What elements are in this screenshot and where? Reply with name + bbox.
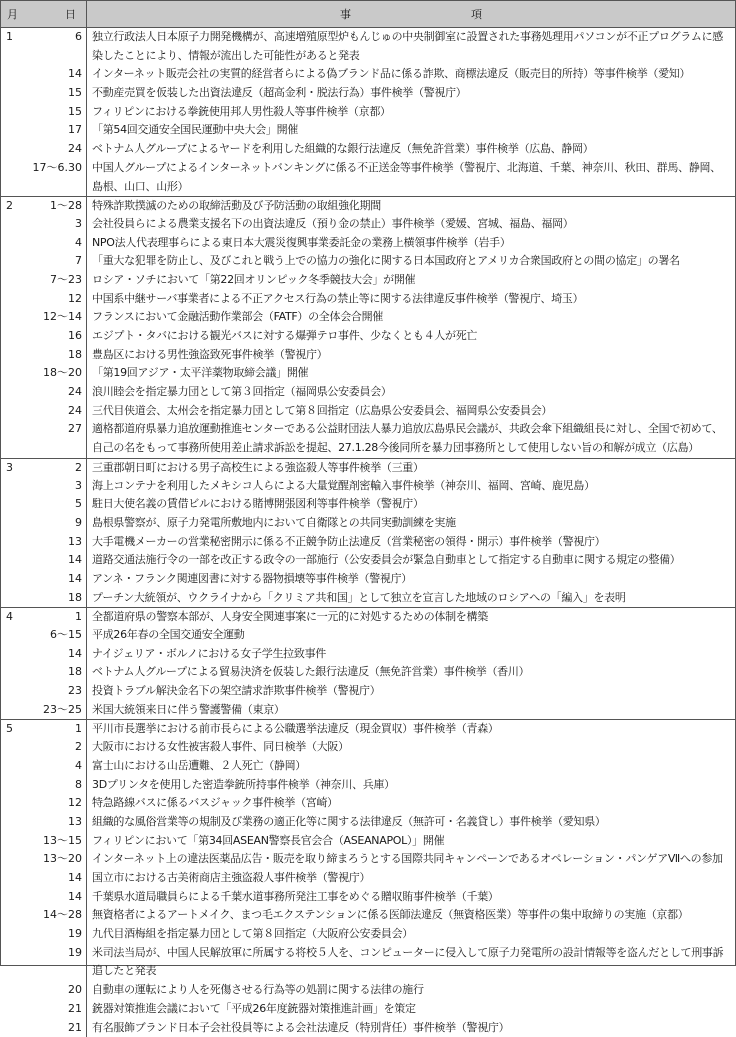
- table-row: [87, 794, 735, 813]
- event-text: 組織的な風俗営業等の規制及び業務の適正化等に関する法律違反（無許可・名義貸し）事件検挙（愛知県）: [87, 813, 735, 832]
- month-cell: [1, 308, 26, 327]
- table-row: [87, 738, 735, 757]
- event-text: 島根県警察が、原子力発電所敷地内において自衛隊との共同実動訓練を実施: [87, 514, 735, 533]
- table-row-date: [1, 906, 86, 925]
- event-text: 駐日大使名義の賃借ビルにおける賭博開張図利等事件検挙（警視庁）: [87, 495, 735, 514]
- month-cell: [1, 364, 26, 383]
- day-cell: 12〜14: [26, 308, 86, 327]
- month-cell: [1, 701, 26, 720]
- event-text: 特殊詐欺撲滅のための取締活動及び予防活動の取組強化期間: [87, 197, 735, 215]
- month-cell: [1, 850, 26, 869]
- month-cell: 5: [1, 720, 26, 738]
- day-cell: 12: [26, 794, 86, 813]
- day-cell: 8: [26, 776, 86, 795]
- table-row: [87, 944, 735, 981]
- month-cell: [1, 813, 26, 832]
- table-row: [87, 84, 735, 103]
- event-text: 道路交通法施行令の一部を改正する政令の一部施行（公安委員会が緊急自動車として指定する自動車に関する規定の整備）: [87, 551, 735, 570]
- day-cell: 14: [26, 65, 86, 84]
- event-text: アンネ・フランク関連図書に対する器物損壊等事件検挙（警視庁）: [87, 570, 735, 589]
- table-row-date: [1, 308, 86, 327]
- table-row-date: [1, 514, 86, 533]
- table-row: [87, 570, 735, 589]
- month-cell: [1, 663, 26, 682]
- table-row-date: [1, 738, 86, 757]
- table-row-date: [1, 346, 86, 365]
- event-text: 自動車の運転により人を死傷させる行為等の処罰に関する法律の施行: [87, 981, 735, 1000]
- day-cell: 2: [26, 459, 86, 477]
- table-row: [87, 420, 735, 457]
- event-text: インターネット上の違法医薬品広告・販売を取り締まろうとする国際共同キャンペーンであるオペレーション・パンゲアⅦへの参加: [87, 850, 735, 869]
- event-text: 独立行政法人日本原子力開発機構が、高速増殖原型炉もんじゅの中央制御室に設置された事務処理用パソコンが不正プログラムに感染したことにより、情報が流出した可能性があると発表: [87, 28, 735, 65]
- table-row-date: [1, 420, 86, 457]
- month-cell: [1, 645, 26, 664]
- month-cell: [1, 682, 26, 701]
- table-row: [87, 850, 735, 869]
- table-row-date: [1, 533, 86, 552]
- day-cell: 24: [26, 402, 86, 421]
- month-cell: [1, 981, 26, 1000]
- table-row-date: [1, 140, 86, 159]
- table-row: [87, 65, 735, 84]
- table-row-date: [1, 663, 86, 682]
- month-cell: [1, 346, 26, 365]
- item-header-b: 項: [471, 6, 482, 22]
- day-cell: 18〜20: [26, 364, 86, 383]
- event-text: 「第19回アジア・太平洋薬物取締会議」開催: [87, 364, 735, 383]
- table-row-date: [1, 252, 86, 271]
- event-text: 適格都道府県暴力追放運動推進センターである公益財団法人暴力追放広島県民会議が、共政会傘下組織組長に対し、全国で初めて、自己の名をもって事務所使用差止請求訴訟を提起、27.1.28今後同所を暴力団事務所として使用しない旨の和解が成立（広島）: [87, 420, 735, 457]
- event-text: 三代目侠道会、太州会を指定暴力団として第８回指定（広島県公安委員会、福岡県公安委員会）: [87, 402, 735, 421]
- month-cell: [1, 533, 26, 552]
- day-cell: 14: [26, 888, 86, 907]
- table-row-date: [1, 888, 86, 907]
- event-text: 「重大な犯罪を防止し、及びこれと戦う上での協力の強化に関する日本国政府とアメリカ合衆国政府との間の協定」の署名: [87, 252, 735, 271]
- day-header: 日: [65, 6, 76, 22]
- month-cell: [1, 514, 26, 533]
- table-row: [87, 832, 735, 851]
- table-row: [87, 888, 735, 907]
- day-cell: 18: [26, 663, 86, 682]
- month-cell: [1, 121, 26, 140]
- table-row-date: [1, 103, 86, 122]
- month-cell: 2: [1, 197, 26, 215]
- month-cell: [1, 215, 26, 234]
- event-text: 中国人グループによるインターネットバンキングに係る不正送金等事件検挙（警視庁、北海道、千葉、神奈川、秋田、群馬、静岡、島根、山口、山形）: [87, 159, 735, 196]
- day-cell: 7〜23: [26, 271, 86, 290]
- table-row: [87, 776, 735, 795]
- table-row: [87, 364, 735, 383]
- table-row-date: [1, 84, 86, 103]
- event-text: NPO法人代表理事らによる東日本大震災復興事業委託金の業務上横領事件検挙（岩手）: [87, 234, 735, 253]
- table-row: [87, 215, 735, 234]
- table-row-date: [1, 757, 86, 776]
- day-cell: 19: [26, 944, 86, 981]
- item-header-a: 事: [340, 6, 351, 22]
- month-cell: 1: [1, 28, 26, 65]
- month-cell: [1, 1019, 26, 1037]
- event-text: 無資格者によるアートメイク、まつ毛エクステンションに係る医師法違反（無資格医業）等事件の集中取締りの実施（京都）: [87, 906, 735, 925]
- day-cell: 17: [26, 121, 86, 140]
- event-text: エジプト・タバにおける観光バスに対する爆弾テロ事件、少なくとも４人が死亡: [87, 327, 735, 346]
- day-cell: 2: [26, 738, 86, 757]
- month-cell: [1, 477, 26, 496]
- event-text: プーチン大統領が、ウクライナから「クリミア共和国」として独立を宣言した地域のロシアへの「編入」を表明: [87, 589, 735, 608]
- month-cell: [1, 84, 26, 103]
- day-cell: 3: [26, 477, 86, 496]
- event-text: 海上コンテナを利用したメキシコ人らによる大量覚醒剤密輸入事件検挙（神奈川、福岡、宮崎、鹿児島）: [87, 477, 735, 496]
- event-text: 不動産売買を仮装した出資法違反（超高金利・脱法行為）事件検挙（警視庁）: [87, 84, 735, 103]
- event-text: 大阪市における女性被害殺人事件、同日検挙（大阪）: [87, 738, 735, 757]
- table-row: [87, 271, 735, 290]
- table-row-date: [1, 944, 86, 981]
- day-cell: 13〜15: [26, 832, 86, 851]
- month-cell: [1, 252, 26, 271]
- event-text: 千葉県水道局職員らによる千葉水道事務所発注工事をめぐる贈収賄事件検挙（千葉）: [87, 888, 735, 907]
- table-row-date: [1, 271, 86, 290]
- day-cell: 1: [26, 720, 86, 738]
- table-row-date: [1, 215, 86, 234]
- table-row-date: [1, 234, 86, 253]
- month-cell: [1, 271, 26, 290]
- day-cell: 18: [26, 346, 86, 365]
- day-cell: 3: [26, 215, 86, 234]
- day-cell: 14: [26, 551, 86, 570]
- month-cell: [1, 738, 26, 757]
- day-cell: 15: [26, 103, 86, 122]
- table-row: [87, 813, 735, 832]
- event-text: 浪川睦会を指定暴力団として第３回指定（福岡県公安委員会）: [87, 383, 735, 402]
- day-cell: 24: [26, 383, 86, 402]
- event-text: 平成26年春の全国交通安全運動: [87, 626, 735, 645]
- month-day-header: [1, 1, 87, 27]
- table-row: [87, 757, 735, 776]
- event-text: 豊島区における男性強盗致死事件検挙（警視庁）: [87, 346, 735, 365]
- table-row: [87, 682, 735, 701]
- month-cell: [1, 495, 26, 514]
- event-text: フィリピンにおいて「第34回ASEAN警察長官会合（ASEANAPOL）」開催: [87, 832, 735, 851]
- date-column: [1, 28, 87, 1037]
- event-text: ナイジェリア・ボルノにおける女子学生拉致事件: [87, 645, 735, 664]
- day-cell: 4: [26, 234, 86, 253]
- event-text: 特急路線バスに係るバスジャック事件検挙（宮崎）: [87, 794, 735, 813]
- event-text: 3Dプリンタを使用した密造拳銃所持事件検挙（神奈川、兵庫）: [87, 776, 735, 795]
- table-row: [87, 626, 735, 645]
- month-cell: [1, 65, 26, 84]
- table-row-date: [1, 682, 86, 701]
- table-row: [87, 234, 735, 253]
- month-cell: [1, 1000, 26, 1019]
- month-header: 月: [7, 6, 18, 22]
- event-text: 富士山における山岳遭難、２人死亡（静岡）: [87, 757, 735, 776]
- table-row-date: [1, 477, 86, 496]
- event-text: 会社役員らによる農業支援名下の出資法違反（預り金の禁止）事件検挙（愛媛、宮城、福島、福岡）: [87, 215, 735, 234]
- month-cell: [1, 757, 26, 776]
- table-row-date: [1, 832, 86, 851]
- table-row: [87, 252, 735, 271]
- day-cell: 6: [26, 28, 86, 65]
- day-cell: 14: [26, 570, 86, 589]
- day-cell: 27: [26, 420, 86, 457]
- table-row-date: [1, 589, 86, 608]
- month-cell: 4: [1, 608, 26, 626]
- day-cell: 6〜15: [26, 626, 86, 645]
- table-row-date: [1, 65, 86, 84]
- month-cell: [1, 626, 26, 645]
- event-text: 国立市における古美術商店主強盗殺人事件検挙（警視庁）: [87, 869, 735, 888]
- day-cell: 16: [26, 327, 86, 346]
- day-cell: 21: [26, 1019, 86, 1037]
- day-cell: 1: [26, 608, 86, 626]
- month-cell: [1, 944, 26, 981]
- table-row: [87, 495, 735, 514]
- month-cell: [1, 420, 26, 457]
- month-cell: [1, 832, 26, 851]
- table-row-date: [1, 850, 86, 869]
- table-row-date: [1, 290, 86, 309]
- table-row: [87, 1019, 735, 1037]
- day-cell: 5: [26, 495, 86, 514]
- month-cell: [1, 383, 26, 402]
- table-row-date: [1, 570, 86, 589]
- day-cell: 21: [26, 1000, 86, 1019]
- table-row-date: [1, 327, 86, 346]
- table-row: [87, 121, 735, 140]
- table-row: [87, 327, 735, 346]
- table-row-date: [1, 776, 86, 795]
- event-text: インターネット販売会社の実質的経営者らによる偽ブランド品に係る詐欺、商標法違反（販売目的所持）等事件検挙（愛知）: [87, 65, 735, 84]
- day-cell: 19: [26, 925, 86, 944]
- table-row: [87, 869, 735, 888]
- table-row-date: [1, 794, 86, 813]
- event-text: フランスにおいて金融活動作業部会（FATF）の全体会合開催: [87, 308, 735, 327]
- table-row-date: [1, 1000, 86, 1019]
- event-text: 米司法当局が、中国人民解放軍に所属する将校５人を、コンピューターに侵入して原子力発電所の設計情報等を盗んだとして刑事訴追したと発表: [87, 944, 735, 981]
- day-cell: 20: [26, 981, 86, 1000]
- table-row-date: [1, 626, 86, 645]
- day-cell: 24: [26, 140, 86, 159]
- table-header: [1, 1, 735, 28]
- month-cell: [1, 290, 26, 309]
- table-row-date: [1, 645, 86, 664]
- day-cell: 12: [26, 290, 86, 309]
- month-cell: [1, 103, 26, 122]
- event-text: 銃器対策推進会議において「平成26年度銃器対策推進計画」を策定: [87, 1000, 735, 1019]
- event-text: 三重郡朝日町における男子高校生による強盗殺人等事件検挙（三重）: [87, 459, 735, 477]
- month-cell: 3: [1, 459, 26, 477]
- event-text: 全都道府県の警察本部が、人身安全関連事案に一元的に対処するための体制を構築: [87, 608, 735, 626]
- table-row: [87, 159, 735, 196]
- table-row-date: [1, 383, 86, 402]
- day-cell: 13: [26, 533, 86, 552]
- event-text: 「第54回交通安全国民運動中央大会」開催: [87, 121, 735, 140]
- day-cell: 23〜25: [26, 701, 86, 720]
- table-row-date: [1, 701, 86, 720]
- month-cell: [1, 869, 26, 888]
- table-row: [87, 290, 735, 309]
- month-cell: [1, 570, 26, 589]
- table-row: [87, 533, 735, 552]
- table-row: [87, 925, 735, 944]
- day-cell: 23: [26, 682, 86, 701]
- table-row: [87, 589, 735, 608]
- day-cell: 13: [26, 813, 86, 832]
- event-text: ベトナム人グループによる貿易決済を仮装した銀行法違反（無免許営業）事件検挙（香川）: [87, 663, 735, 682]
- month-cell: [1, 402, 26, 421]
- table-row-date: [1, 981, 86, 1000]
- table-row-date: [1, 402, 86, 421]
- day-cell: 1〜28: [26, 197, 86, 215]
- table-row: [87, 140, 735, 159]
- table-row: [87, 607, 735, 626]
- table-row-date: [1, 813, 86, 832]
- day-cell: 14〜28: [26, 906, 86, 925]
- table-row: [87, 1000, 735, 1019]
- table-row: [87, 701, 735, 720]
- item-column: [87, 28, 735, 1037]
- table-row: [87, 402, 735, 421]
- table-row: [87, 906, 735, 925]
- table-row: [87, 103, 735, 122]
- table-row: [87, 645, 735, 664]
- table-row-date: [1, 196, 86, 215]
- month-cell: [1, 140, 26, 159]
- day-cell: 18: [26, 589, 86, 608]
- table-body: [1, 28, 735, 1037]
- table-row-date: [1, 495, 86, 514]
- table-row-date: [1, 1019, 86, 1037]
- month-cell: [1, 776, 26, 795]
- table-row: [87, 477, 735, 496]
- event-text: 米国大統領来日に伴う警護警備（東京）: [87, 701, 735, 720]
- table-row-date: [1, 28, 86, 65]
- month-cell: [1, 327, 26, 346]
- month-cell: [1, 888, 26, 907]
- month-cell: [1, 925, 26, 944]
- table-row-date: [1, 869, 86, 888]
- item-header: [87, 1, 735, 27]
- table-row-date: [1, 719, 86, 738]
- day-cell: 14: [26, 869, 86, 888]
- table-row: [87, 663, 735, 682]
- table-row: [87, 981, 735, 1000]
- day-cell: 17〜6.30: [26, 159, 86, 196]
- event-text: 有名服飾ブランド日本子会社役員等による会社法違反（特別背任）事件検挙（警視庁）: [87, 1019, 735, 1037]
- event-text: ベトナム人グループによるヤードを利用した組織的な銀行法違反（無免許営業）事件検挙（広島、静岡）: [87, 140, 735, 159]
- month-cell: [1, 906, 26, 925]
- day-cell: 13〜20: [26, 850, 86, 869]
- table-row-date: [1, 925, 86, 944]
- month-cell: [1, 794, 26, 813]
- table-row: [87, 346, 735, 365]
- month-cell: [1, 551, 26, 570]
- event-text: 投資トラブル解決金名下の架空請求詐欺事件検挙（警視庁）: [87, 682, 735, 701]
- event-text: ロシア・ソチにおいて「第22回オリンピック冬季競技大会」が開催: [87, 271, 735, 290]
- day-cell: 9: [26, 514, 86, 533]
- table-row: [87, 308, 735, 327]
- table-row-date: [1, 551, 86, 570]
- event-text: フィリピンにおける拳銃使用邦人男性殺人等事件検挙（京都）: [87, 103, 735, 122]
- day-cell: 15: [26, 84, 86, 103]
- table-row: [87, 551, 735, 570]
- table-row-date: [1, 607, 86, 626]
- table-row-date: [1, 121, 86, 140]
- day-cell: 7: [26, 252, 86, 271]
- event-text: 九代目酒梅組を指定暴力団として第８回指定（大阪府公安委員会）: [87, 925, 735, 944]
- table-row-date: [1, 159, 86, 196]
- day-cell: 4: [26, 757, 86, 776]
- event-text: 大手電機メーカーの営業秘密開示に係る不正競争防止法違反（営業秘密の領得・開示）事件検挙（警視庁）: [87, 533, 735, 552]
- table-row: [87, 719, 735, 738]
- table-row: [87, 196, 735, 215]
- table-row-date: [1, 364, 86, 383]
- month-cell: [1, 234, 26, 253]
- table-row: [87, 383, 735, 402]
- table-row: [87, 514, 735, 533]
- month-cell: [1, 589, 26, 608]
- day-cell: 14: [26, 645, 86, 664]
- table-row: [87, 458, 735, 477]
- table-row-date: [1, 458, 86, 477]
- event-text: 中国系中継サーバ事業者による不正アクセス行為の禁止等に関する法律違反事件検挙（警視庁、埼玉）: [87, 290, 735, 309]
- month-cell: [1, 159, 26, 196]
- event-text: 平川市長選挙における前市長らによる公職選挙法違反（現金買収）事件検挙（青森）: [87, 720, 735, 738]
- table-row: [87, 28, 735, 65]
